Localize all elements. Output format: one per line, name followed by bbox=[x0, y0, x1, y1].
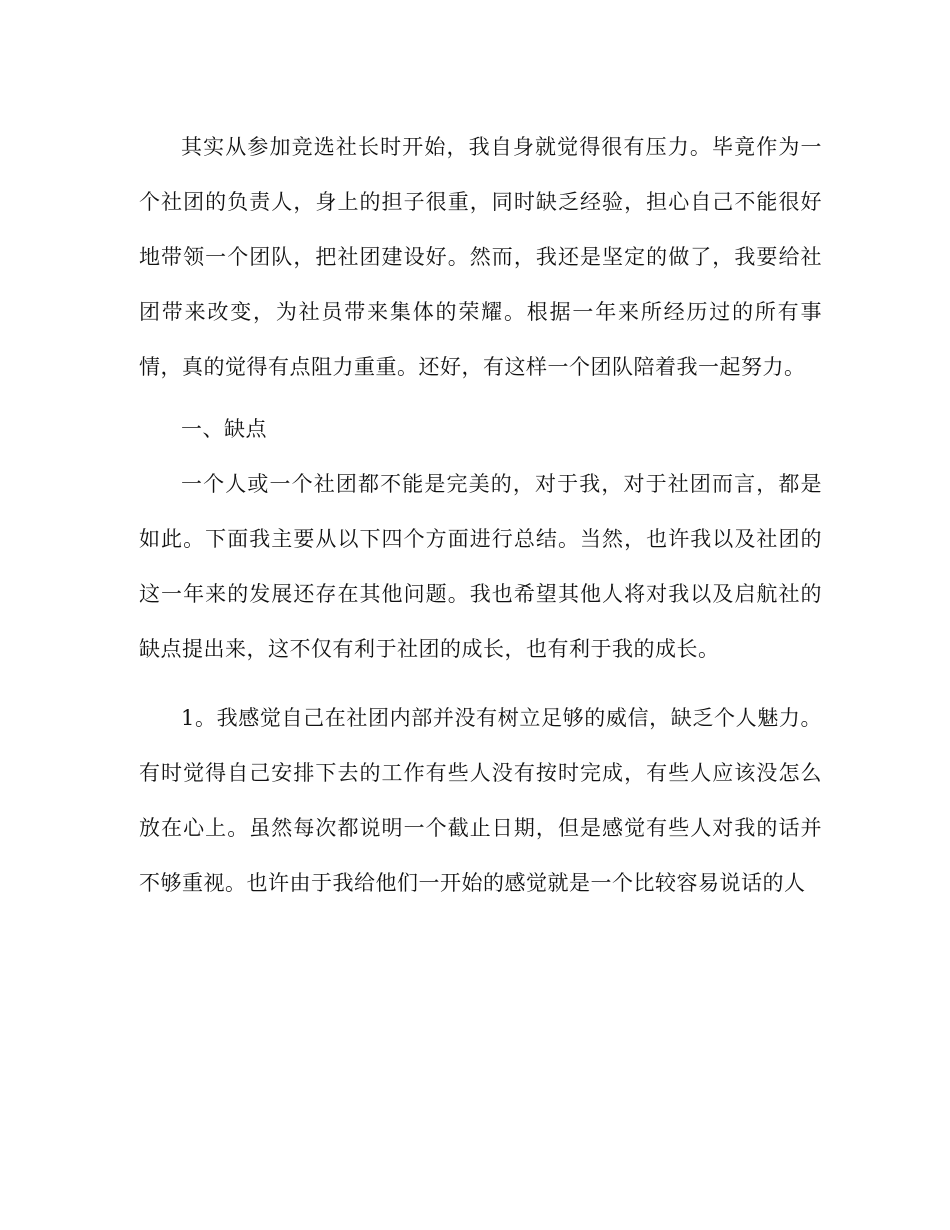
paragraph-intro: 其实从参加竞选社长时开始，我自身就觉得很有压力。毕竟作为一个社团的负责人，身上的担子很重，同时缺乏经验，担心自己不能很好地带领一个团队，把社团建设好。然而，我还是坚定的做了，我要给社团带来改变，为社员带来集体的荣耀。根据一年来所经历过的所有事情，真的觉得有点阻力重重。还好，有这样一个团队陪着我一起努力。 bbox=[139, 135, 822, 379]
paragraph-shortcomings-overview: 一个人或一个社团都不能是完美的，对于我，对于社团而言，都是如此。下面我主要从以下四个方面进行总结。当然，也许我以及社团的这一年来的发展还存在其他问题。我也希望其他人将对我以及启航社的缺点提出来，这不仅有利于社团的成长，也有利于我的成长。 bbox=[139, 472, 822, 661]
paragraph-point-1: 1。我感觉自己在社团内部并没有树立足够的威信，缺乏个人魅力。有时觉得自己安排下去的工作有些人没有按时完成，有些人应该没怎么放在心上。虽然每次都说明一个截止日期，但是感觉有些人对我的话并不够重视。也许由于我给他们一开始的感觉就是一个比较容易说话的人 bbox=[139, 706, 822, 895]
section-heading-shortcomings: 一、缺点 bbox=[181, 417, 267, 441]
document-body bbox=[139, 120, 822, 911]
